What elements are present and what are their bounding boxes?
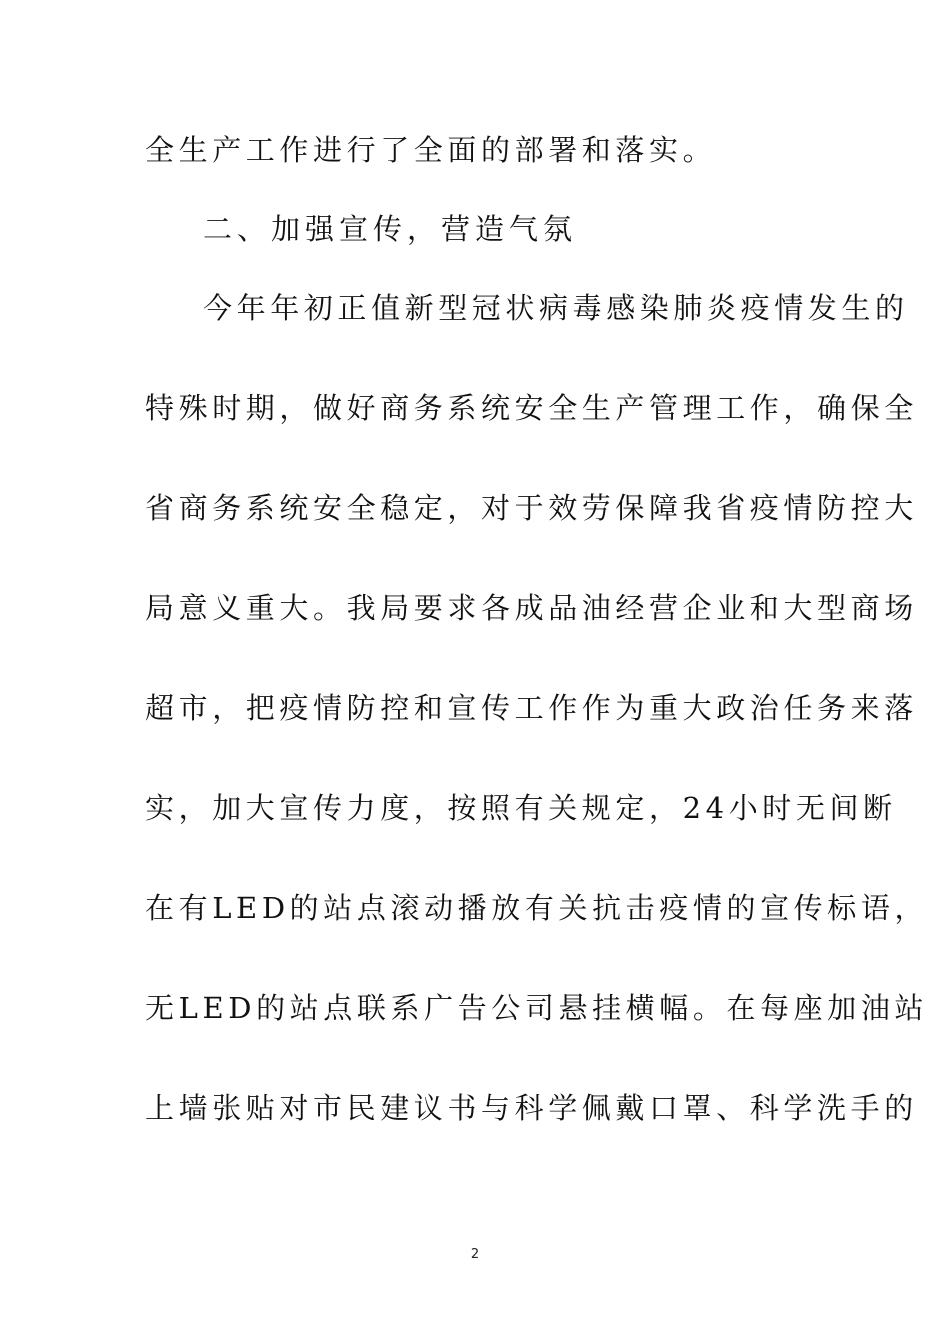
paragraph-line-8: 在有LED的站点滚动播放有关抗击疫情的宣传标语， [145,891,929,925]
page-number: 2 [470,1247,480,1262]
paragraph-line-3: 特殊时期，做好商务系统安全生产管理工作，确保全 [145,391,918,425]
paragraph-line-5: 局意义重大。我局要求各成品油经营企业和大型商场 [145,591,918,625]
paragraph-line-9: 无LED的站点联系广告公司悬挂横幅。在每座加油站 [145,991,929,1025]
paragraph-line-6: 超市，把疫情防控和宣传工作作为重大政治任务来落 [145,691,918,725]
paragraph-line-7: 实，加大宣传力度，按照有关规定，24小时无间断 [145,791,897,825]
paragraph-line-2: 今年年初正值新型冠状病毒感染肺炎疫情发生的 [203,291,909,325]
paragraph-line-10: 上墙张贴对市民建议书与科学佩戴口罩、科学洗手的 [145,1091,918,1125]
paragraph-line-1: 全生产工作进行了全面的部署和落实。 [145,133,717,167]
section-heading: 二、加强宣传，营造气氛 [203,212,578,246]
paragraph-line-4: 省商务系统安全稳定，对于效劳保障我省疫情防控大 [145,491,918,525]
